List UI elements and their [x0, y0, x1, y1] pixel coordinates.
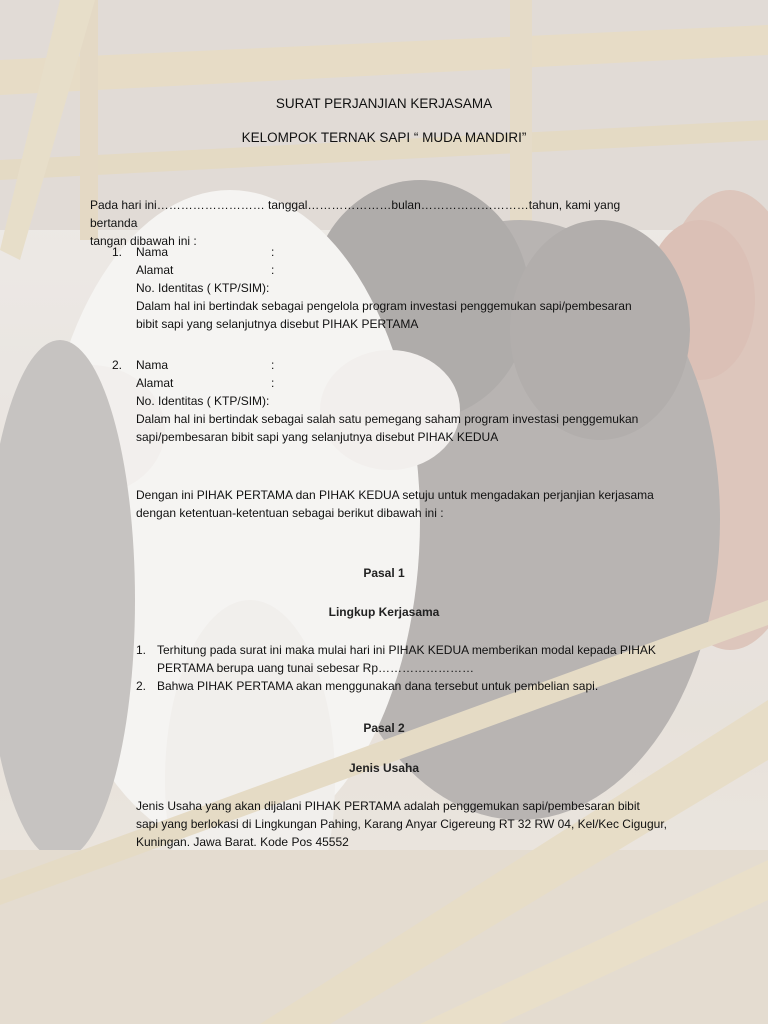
field-label-nama: Nama [136, 358, 169, 372]
pasal-1-heading: Pasal 1 [363, 566, 405, 580]
intro-line: tangan dibawah ini : [90, 234, 197, 248]
field-colon: : [271, 263, 275, 277]
list-item [136, 641, 696, 677]
pasal-1-list [136, 641, 696, 695]
agreement-line: Dengan ini PIHAK PERTAMA dan PIHAK KEDUA setuju untuk mengadakan perjanjian kerjasama [136, 488, 654, 502]
pasal-2-heading: Pasal 2 [363, 721, 405, 735]
intro-line: Pada hari ini……………………… tanggal…………………bulan………………………tahun, kami yang bertanda [90, 198, 621, 230]
party-number: 1. [112, 245, 123, 259]
list-item-text: Terhitung pada surat ini maka mulai hari ini PIHAK KEDUA memberikan modal kepada PIHAK [157, 643, 656, 657]
pasal-2-line: Jenis Usaha yang akan dijalani PIHAK PERTAMA adalah penggemukan sapi/pembesaran bibit [136, 799, 640, 813]
party-description: sapi/pembesaran bibit sapi yang selanjutnya disebut PIHAK KEDUA [136, 430, 499, 444]
list-item-text: Bahwa PIHAK PERTAMA akan menggunakan dana tersebut untuk pembelian sapi. [157, 679, 599, 693]
document-subtitle: KELOMPOK TERNAK SAPI “ MUDA MANDIRI” [241, 130, 527, 145]
party-description: bibit sapi yang selanjutnya disebut PIHAK PERTAMA [136, 317, 419, 331]
field-label-alamat: Alamat [136, 263, 174, 277]
field-colon: : [271, 358, 275, 372]
party-description: Dalam hal ini bertindak sebagai salah satu pemegang saham program investasi penggemukan [136, 412, 639, 426]
party-description: Dalam hal ini bertindak sebagai pengelola program investasi penggemukan sapi/pembesaran [136, 299, 632, 313]
pasal-2-line: Kuningan. Jawa Barat. Kode Pos 45552 [136, 835, 349, 849]
field-colon: : [271, 376, 275, 390]
document-title: SURAT PERJANJIAN KERJASAMA [275, 96, 493, 111]
agreement-paragraph [136, 486, 716, 522]
pasal-2-line: sapi yang berlokasi di Lingkungan Pahing, Karang Anyar Cigereung RT 32 RW 04, Kel/Kec Cigugur, [136, 817, 667, 831]
field-colon: : [271, 245, 275, 259]
field-label-identitas: No. Identitas ( KTP/SIM): [136, 281, 270, 295]
list-item [136, 677, 696, 695]
field-label-identitas: No. Identitas ( KTP/SIM): [136, 394, 270, 408]
field-label-alamat: Alamat [136, 376, 174, 390]
intro-paragraph [90, 196, 670, 250]
list-item-text: PERTAMA berupa uang tunai sebesar Rp…………………… [157, 661, 475, 675]
pasal-2-subheading: Jenis Usaha [348, 761, 420, 775]
list-item-number: 1. [136, 643, 147, 657]
list-item-number: 2. [136, 679, 147, 693]
pasal-1-subheading: Lingkup Kerjasama [328, 605, 440, 619]
field-label-nama: Nama [136, 245, 169, 259]
pasal-2-paragraph [136, 797, 736, 851]
agreement-line: dengan ketentuan-ketentuan sebagai berikut dibawah ini : [136, 506, 444, 520]
party-number: 2. [112, 358, 123, 372]
